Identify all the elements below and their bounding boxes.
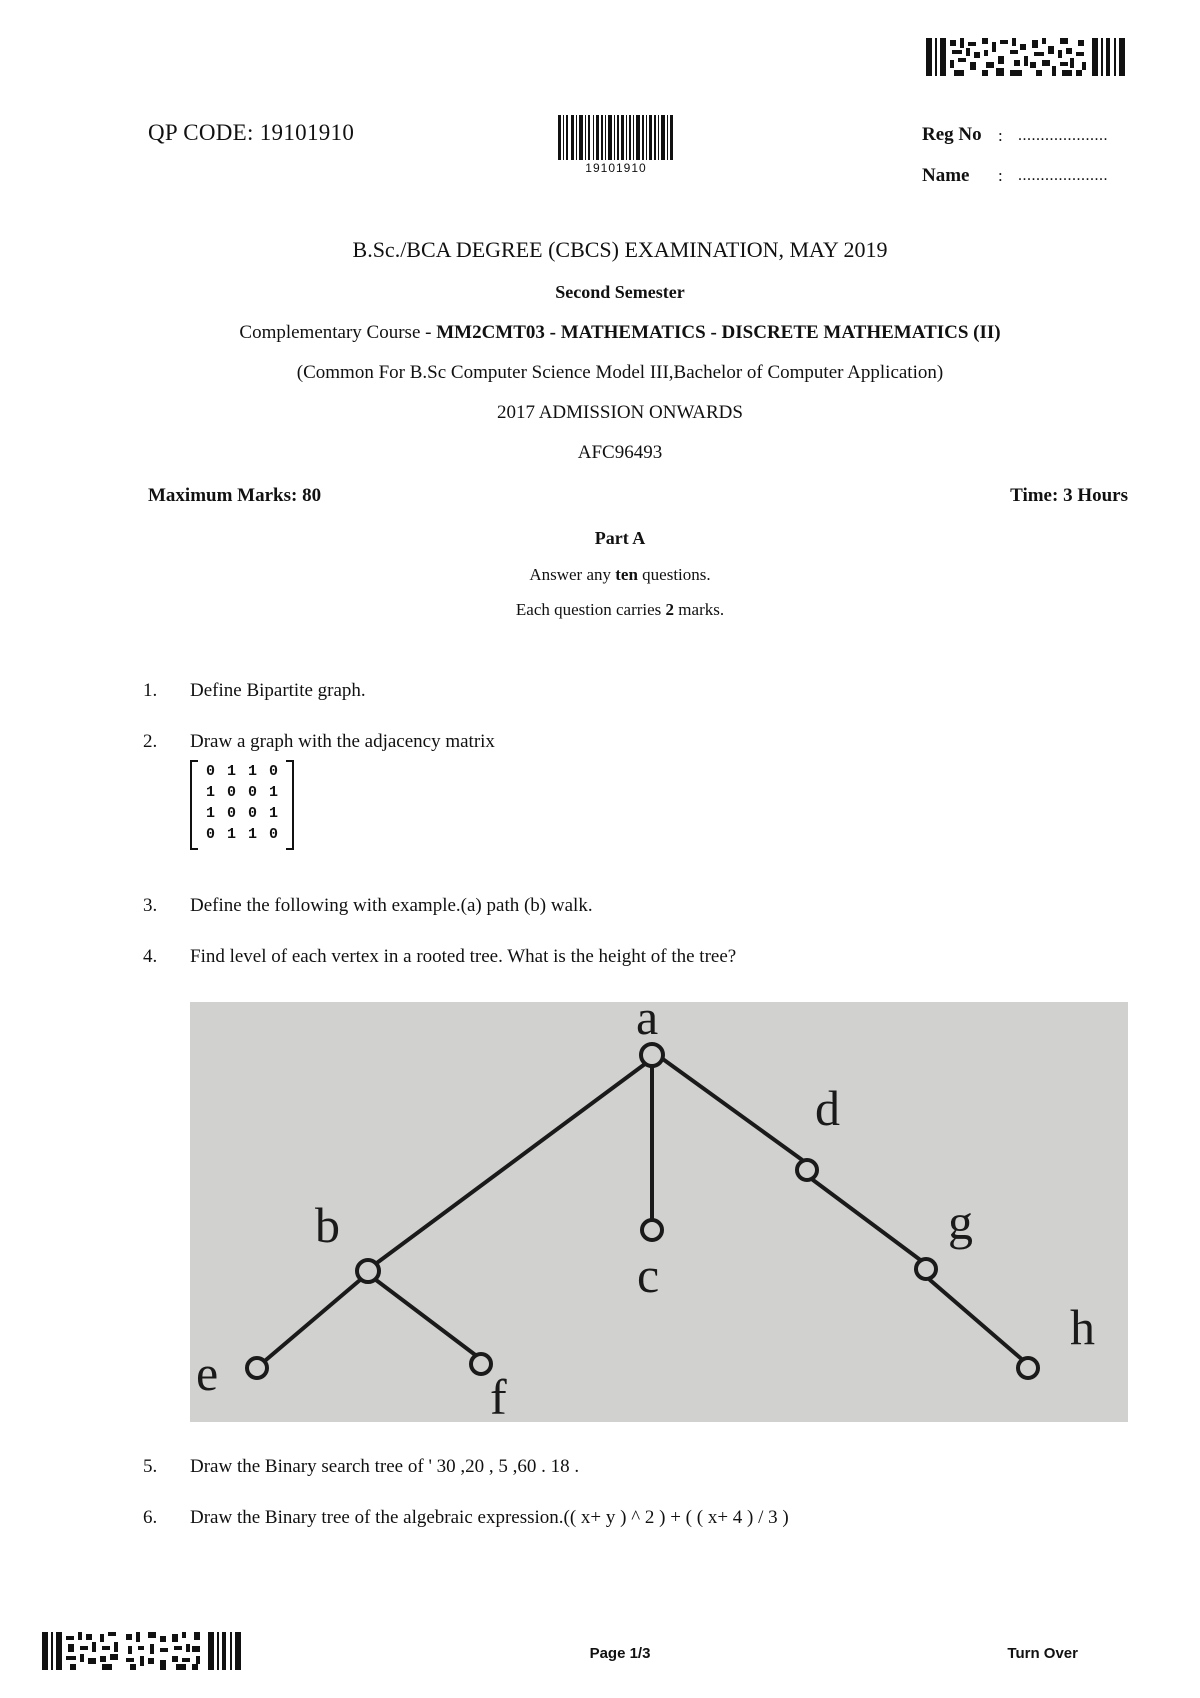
label-h: h [1070, 1299, 1095, 1355]
matrix-right-bracket [286, 760, 294, 850]
qp-code: QP CODE: 19101910 [148, 120, 355, 145]
maximum-marks: Maximum Marks: 80 [148, 485, 322, 506]
exam-code: AFC96493 [577, 442, 663, 463]
question-number: 1. [143, 680, 158, 701]
matrix-cell: 0 [205, 826, 215, 843]
edge-a-b [370, 1055, 657, 1268]
edge-d-g [813, 1180, 923, 1262]
label-b: b [315, 1197, 340, 1253]
question-number: 5. [143, 1456, 158, 1477]
barcode-number: 19101910 [585, 161, 647, 175]
top-right-barcode [926, 38, 1130, 76]
matrix-cell: 0 [268, 826, 278, 843]
semester: Second Semester [555, 282, 685, 302]
instruction-2: Each question carries 2 marks. [515, 600, 725, 619]
node-e [247, 1358, 267, 1378]
edge-b-e [260, 1280, 360, 1365]
question-number: 4. [143, 946, 158, 967]
label-a: a [636, 1002, 659, 1045]
question-number: 3. [143, 895, 158, 916]
course-name: MM2CMT03 - MATHEMATICS - DISCRETE MATHEMATICS (II) [436, 322, 1001, 343]
edge-g-h [930, 1280, 1025, 1362]
label-f: f [490, 1369, 507, 1422]
matrix-cell: 1 [205, 784, 215, 801]
question-text: Define Bipartite graph. [190, 680, 366, 701]
name-colon: : [998, 166, 1003, 185]
node-h [1018, 1358, 1038, 1378]
name-blank[interactable]: .................... [1018, 167, 1108, 184]
matrix-cell: 0 [247, 784, 257, 801]
rooted-tree-diagram [190, 1002, 1128, 1422]
name-label: Name [922, 165, 970, 186]
matrix-cells [200, 761, 284, 845]
part-a-title: Part A [594, 528, 646, 548]
matrix-cell: 1 [226, 763, 236, 780]
question-number: 6. [143, 1507, 158, 1528]
label-e: e [196, 1345, 219, 1401]
matrix-cell: 0 [247, 805, 257, 822]
edge-a-d [660, 1057, 805, 1162]
label-g: g [948, 1194, 973, 1250]
admission: 2017 ADMISSION ONWARDS [497, 402, 743, 423]
label-d: d [815, 1080, 840, 1136]
question-text: Draw the Binary tree of the algebraic expression.(( x+ y ) ^ 2 ) + ( ( x+ 4 ) / 3 ) [190, 1507, 789, 1528]
time-allowed: Time: 3 Hours [1010, 485, 1128, 506]
label-c: c [637, 1247, 660, 1303]
reg-no-label: Reg No [922, 124, 982, 145]
exam-title: B.Sc./BCA DEGREE (CBCS) EXAMINATION, MAY 2019 [352, 237, 888, 262]
matrix-left-bracket [190, 760, 198, 850]
node-f [471, 1354, 491, 1374]
node-c [642, 1220, 662, 1240]
reg-no-blank[interactable]: .................... [1018, 127, 1108, 144]
matrix-cell: 1 [205, 805, 215, 822]
matrix-cell: 1 [247, 826, 257, 843]
question-text: Find level of each vertex in a rooted tree. What is the height of the tree? [190, 946, 737, 967]
node-b [357, 1260, 379, 1282]
page-number: Page 1/3 [589, 1645, 651, 1662]
course-line [0, 322, 1200, 344]
matrix-cell: 1 [268, 784, 278, 801]
node-a [641, 1044, 663, 1066]
matrix-cell: 1 [247, 763, 257, 780]
rooted-tree-figure [190, 1002, 1128, 1422]
question-text: Define the following with example.(a) path (b) walk. [190, 895, 593, 916]
matrix-cell: 0 [268, 763, 278, 780]
edge-b-f [376, 1280, 478, 1357]
reg-no-colon: : [998, 126, 1003, 145]
node-d [797, 1160, 817, 1180]
turn-over: Turn Over [1007, 1645, 1078, 1662]
qp-barcode [558, 115, 674, 160]
question-text: Draw a graph with the adjacency matrix [190, 731, 495, 752]
question-text: Draw the Binary search tree of ' 30 ,20 , 5 ,60 . 18 . [190, 1456, 580, 1477]
matrix-cell: 1 [268, 805, 278, 822]
matrix-cell: 0 [226, 805, 236, 822]
course-prefix: Complementary Course - [239, 322, 437, 343]
adjacency-matrix [188, 760, 296, 850]
matrix-cell: 1 [226, 826, 236, 843]
instruction-1: Answer any ten questions. [529, 565, 711, 584]
common-for: (Common For B.Sc Computer Science Model III,Bachelor of Computer Application) [296, 362, 944, 383]
matrix-cell: 0 [226, 784, 236, 801]
node-g [916, 1259, 936, 1279]
matrix-cell: 0 [205, 763, 215, 780]
question-number: 2. [143, 731, 158, 752]
